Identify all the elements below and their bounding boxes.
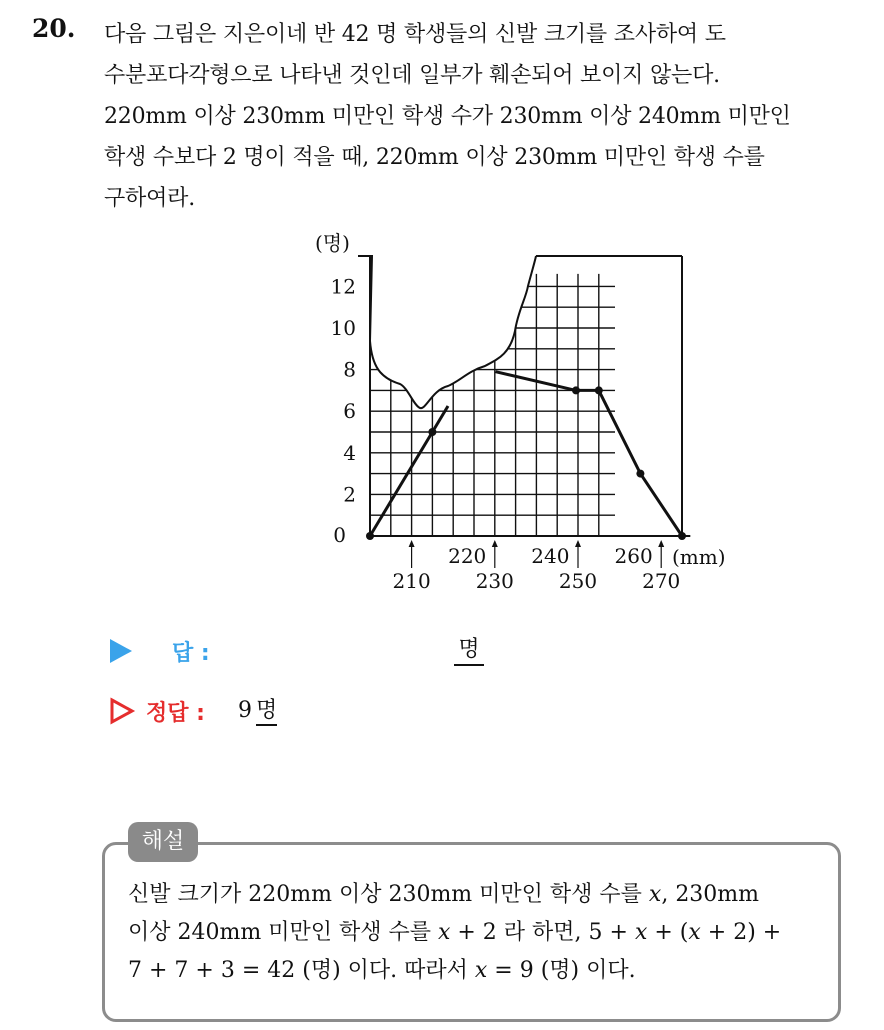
- y-tick-label: 4: [343, 440, 356, 465]
- x-tick-label: 260: [614, 544, 653, 568]
- tick-arrow: [492, 540, 498, 547]
- explanation-segment: + 2 라 하면, 5 +: [450, 920, 635, 945]
- y-tick-label: 0: [333, 523, 346, 547]
- explanation-tab: 해설: [128, 822, 198, 862]
- x-tick-label: 240: [531, 544, 570, 568]
- explanation-line: [128, 952, 828, 990]
- x-axis-label: (mm): [672, 545, 726, 569]
- x-tick-label: 230: [475, 569, 514, 593]
- question-line: 수분포다각형으로 나타낸 것인데 일부가 훼손되어 보이지 않는다.: [104, 63, 720, 88]
- tick-arrow: [575, 540, 581, 547]
- x-tick-label: 210: [392, 569, 431, 593]
- explanation-segment: , 230mm: [661, 882, 760, 907]
- explanation-text: [128, 876, 828, 990]
- explanation-line: [128, 914, 828, 952]
- answer-row: [110, 636, 610, 670]
- data-point: [572, 386, 580, 394]
- explanation-segment: 이상 240mm 미만인 학생 수를: [128, 920, 438, 945]
- question-line: 학생 수보다 2 명이 적을 때, 220mm 이상 230mm 미만인 학생 수를: [104, 145, 765, 170]
- explanation-segment: 7 + 7 + 3 = 42 (명) 이다. 따라서: [128, 958, 475, 983]
- tick-arrow: [658, 540, 664, 547]
- frequency-polygon-chart: [300, 226, 726, 593]
- y-axis-label: (명): [315, 231, 350, 255]
- correct-answer-row: [110, 696, 610, 730]
- y-tick-label: 12: [330, 274, 356, 299]
- question-line: 구하여라.: [104, 186, 196, 211]
- y-tick-label: 8: [343, 357, 356, 382]
- correct-answer-unit: 명: [256, 698, 277, 726]
- explanation-segment: = 9 (명) 이다.: [487, 958, 636, 983]
- explanation-line: [128, 876, 828, 914]
- y-tick-label: 6: [343, 399, 356, 424]
- data-point: [366, 532, 374, 540]
- data-point: [636, 470, 644, 478]
- question-number: 20.: [32, 14, 76, 43]
- variable-x: x: [688, 920, 701, 945]
- variable-x: x: [437, 920, 451, 945]
- answer-blank[interactable]: 명: [454, 636, 484, 666]
- y-tick-label: 2: [343, 482, 356, 507]
- explanation-segment: + 2) +: [700, 920, 782, 945]
- polygon-segment: [496, 372, 682, 536]
- question-line: 다음 그림은 지은이네 반 42 명 학생들의 신발 크기를 조사하여 도: [104, 22, 726, 47]
- answer-label: 답 :: [172, 641, 210, 666]
- x-tick-label: 270: [642, 569, 681, 593]
- play-triangle-icon: [110, 639, 132, 663]
- correct-answer-value: 9: [238, 698, 252, 723]
- question-text: [104, 14, 864, 219]
- variable-x: x: [474, 958, 488, 983]
- x-tick-label: 250: [558, 569, 598, 593]
- x-tick-label: 220: [448, 544, 487, 568]
- correct-answer-label: 정답 :: [146, 701, 205, 726]
- variable-x: x: [648, 882, 662, 907]
- tick-arrow: [409, 540, 415, 547]
- data-point: [595, 386, 603, 394]
- outline-triangle-icon: [110, 698, 134, 724]
- polygon-segment: [370, 406, 448, 536]
- y-tick-label: 10: [330, 316, 356, 340]
- explanation-segment: + (: [647, 920, 689, 945]
- data-point: [428, 428, 436, 436]
- data-point: [678, 532, 686, 540]
- variable-x: x: [634, 920, 648, 945]
- question-line: 220mm 이상 230mm 미만인 학생 수가 230mm 이상 240mm 미만인: [104, 104, 791, 129]
- explanation-segment: 신발 크기가 220mm 이상 230mm 미만인 학생 수를: [128, 882, 649, 907]
